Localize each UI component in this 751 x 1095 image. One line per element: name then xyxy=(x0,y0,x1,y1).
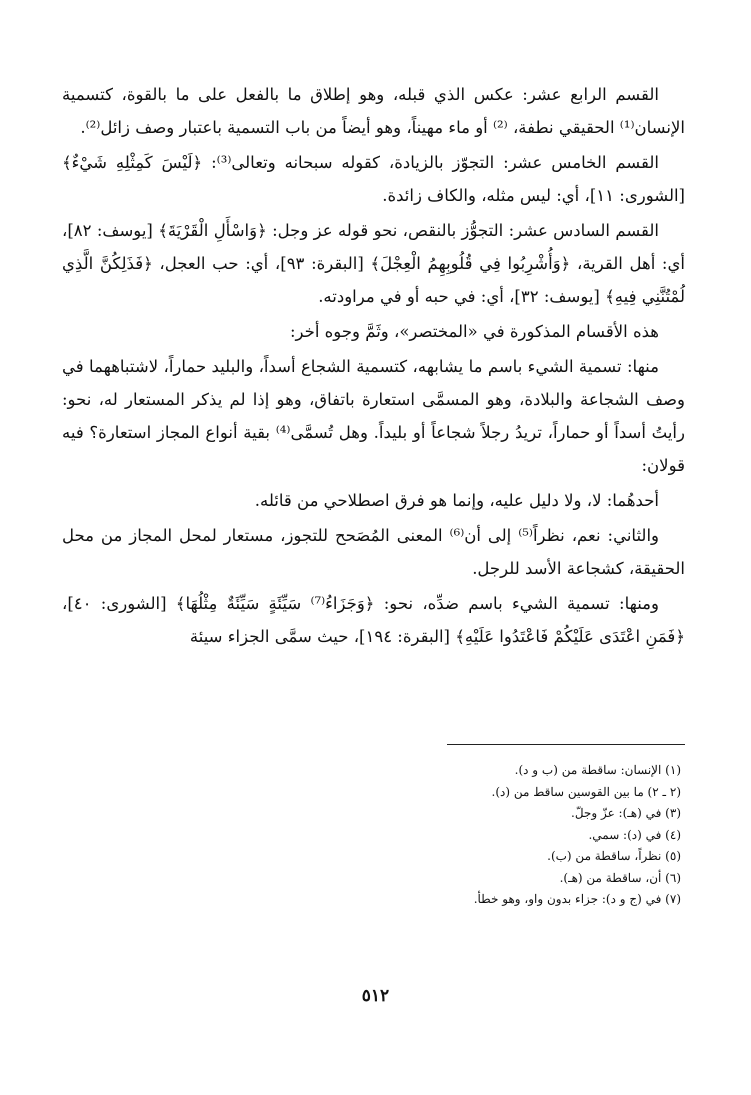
footnotes xyxy=(62,760,685,911)
main-text xyxy=(62,78,685,655)
footnote: (٥) نظراً، ساقطة من (ب). xyxy=(547,849,681,863)
paragraph: القسم الرابع عشر: عكس الذي قبله، وهو إطلاق ما بالفعل على ما بالقوة، كتسمية الإنسان⁽¹⁾ الحقيقي نطفة، ⁽²⁾ أو ماء مهيناً، وهو أيضاً من باب التسمية باعتبار وصف زائل⁽²⁾. xyxy=(62,85,685,137)
footnote-separator xyxy=(447,744,685,745)
paragraph: القسم الخامس عشر: التجوّز بالزيادة، كقوله سبحانه وتعالى⁽³⁾: ﴿لَيْسَ كَمِثْلِهِ شَيْءٌ﴾ [الشورى: ١١]، أي: ليس مثله، والكاف زائدة. xyxy=(62,153,685,205)
paragraph: والثاني: نعم، نظراً⁽⁵⁾ إلى أن⁽⁶⁾ المعنى المُصَحح للتجوز، مستعار لمحل المجاز من محل الحقيقة، كشجاعة الأسد للرجل. xyxy=(62,526,685,578)
footnote: (٣) في (هـ): عزّ وجلّ. xyxy=(571,806,681,820)
paragraph: أحدهُما: لا، ولا دليل عليه، وإنما هو فرق اصطلاحي من قائله. xyxy=(254,491,659,510)
footnote: (٢ ـ ٢) ما بين القوسين ساقط من (د). xyxy=(491,784,681,799)
footnote: (٧) في (ج و د): جزاء بدون واو، وهو خطأ. xyxy=(473,892,681,906)
paragraph: منها: تسمية الشيء باسم ما يشابهه، كتسمية الشجاع أسداً، والبليد حماراً، لاشتباههما في وصف الشجاعة والبلادة، وهو المسمَّى استعارة باتفاق، وهو إذا لم يذكر المستعار له، نحو: رأيتُ أسداً أو حماراً، تريدُ رجلاً شجاعاً أو بليداً. وهل تُسمَّى⁽⁴⁾ بقية أنواع المجاز استعارة؟ فيه قولان: xyxy=(62,357,685,475)
footnote: (٦) أن، ساقطة من (هـ). xyxy=(559,870,681,885)
footnote: (١) الإنسان: ساقطة من (ب و د). xyxy=(514,763,681,777)
paragraph: القسم السادس عشر: التجوُّز بالنقص، نحو قوله عز وجل: ﴿وَاسْأَلِ الْقَرْيَةَ﴾ [يوسف: ٨٢]، أي: أهل القرية، ﴿وَأُشْرِبُوا فِي قُلُوبِهِمُ الْعِجْلَ﴾ [البقرة: ٩٣]، أي: حب العجل، ﴿فَذَلِكُنَّ الَّذِي لُمْتُنَّنِي فِيهِ﴾ [يوسف: ٣٢]، أي: في حبه أو في مراودته. xyxy=(62,221,685,306)
paragraph: ومنها: تسمية الشيء باسم ضدِّه، نحو: ﴿وَجَزَاءُ⁽⁷⁾ سَيِّئَةٍ سَيِّئَةٌ مِثْلُهَا﴾ [الشورى: ٤٠]، ﴿فَمَنِ اعْتَدَى عَلَيْكُمْ فَاعْتَدُوا عَلَيْهِ﴾ [البقرة: ١٩٤]، حيث سمَّى الجزاء سيئة xyxy=(62,594,685,646)
page-number: ٥١٢ xyxy=(361,986,390,1006)
paragraph: هذه الأقسام المذكورة في «المختصر»، وثَمَّ وجوه أخر: xyxy=(289,322,659,341)
footnote: (٤) في (د): سمي. xyxy=(588,827,681,842)
